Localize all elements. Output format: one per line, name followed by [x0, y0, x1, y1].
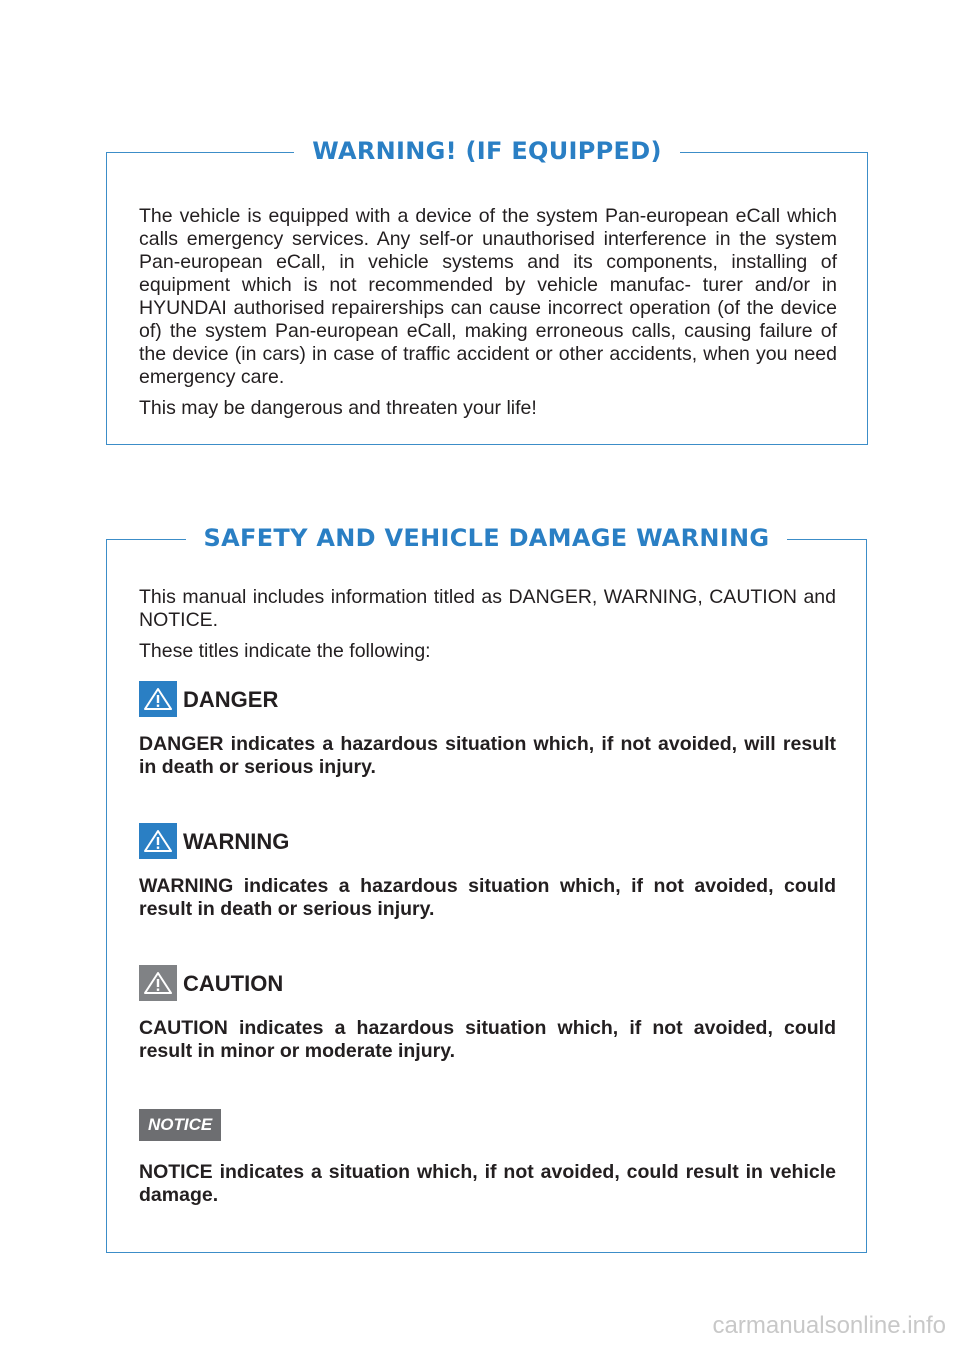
danger-label: DANGER: [183, 686, 279, 712]
notice-description: NOTICE indicates a situation which, if not avoided, could result in vehicle damage.: [139, 1161, 836, 1206]
watermark: carmanualsonline.info: [712, 1312, 946, 1339]
safety-intro-following: These titles indicate the following:: [139, 640, 431, 662]
warning-description: WARNING indicates a hazardous situation which, if not avoided, could result in death or serious injury.: [139, 875, 836, 920]
caution-label: CAUTION: [183, 970, 284, 996]
warning-heading: [139, 823, 836, 859]
warning-closing-paragraph: This may be dangerous and threaten your life!: [139, 397, 537, 419]
warning-box: [106, 137, 868, 445]
warning-triangle-icon: [139, 823, 177, 859]
notice-badge: NOTICE: [139, 1109, 221, 1141]
notice-heading: [139, 1107, 836, 1161]
safety-box: [106, 524, 867, 1253]
warning-paragraph: The vehicle is equipped with a device of the system Pan-european eCall which calls emergency services. Any self-or unauthorised interference in the system Pan-european eCall, in vehicle systems and its components, installing of equipment which is not recommended by vehicle manufac- turer and/or in HYUNDAI authorised repairerships can cause incorrect operation (of the device of) the system Pan-european eCall, making erroneous calls, causing failure of the device (in cars) in case of traffic accident or other accidents, when you need emergency care.: [139, 205, 837, 388]
safety-box-content: [139, 586, 836, 1251]
warning-triangle-icon: [139, 965, 177, 1001]
warning-box-content: [139, 205, 837, 428]
danger-description: DANGER indicates a hazardous situation which, if not avoided, will result in death or serious injury.: [139, 733, 836, 778]
caution-heading: [139, 965, 836, 1001]
danger-heading: [139, 681, 836, 717]
warning-label: WARNING: [183, 828, 290, 854]
warning-triangle-icon: [139, 681, 177, 717]
warning-box-title: WARNING! (IF EQUIPPED): [294, 131, 679, 171]
safety-box-title: SAFETY AND VEHICLE DAMAGE WARNING: [186, 518, 788, 558]
caution-description: CAUTION indicates a hazardous situation which, if not avoided, could result in minor or moderate injury.: [139, 1017, 836, 1062]
safety-intro: This manual includes information titled as DANGER, WARNING, CAUTION and NOTICE.: [139, 586, 836, 631]
